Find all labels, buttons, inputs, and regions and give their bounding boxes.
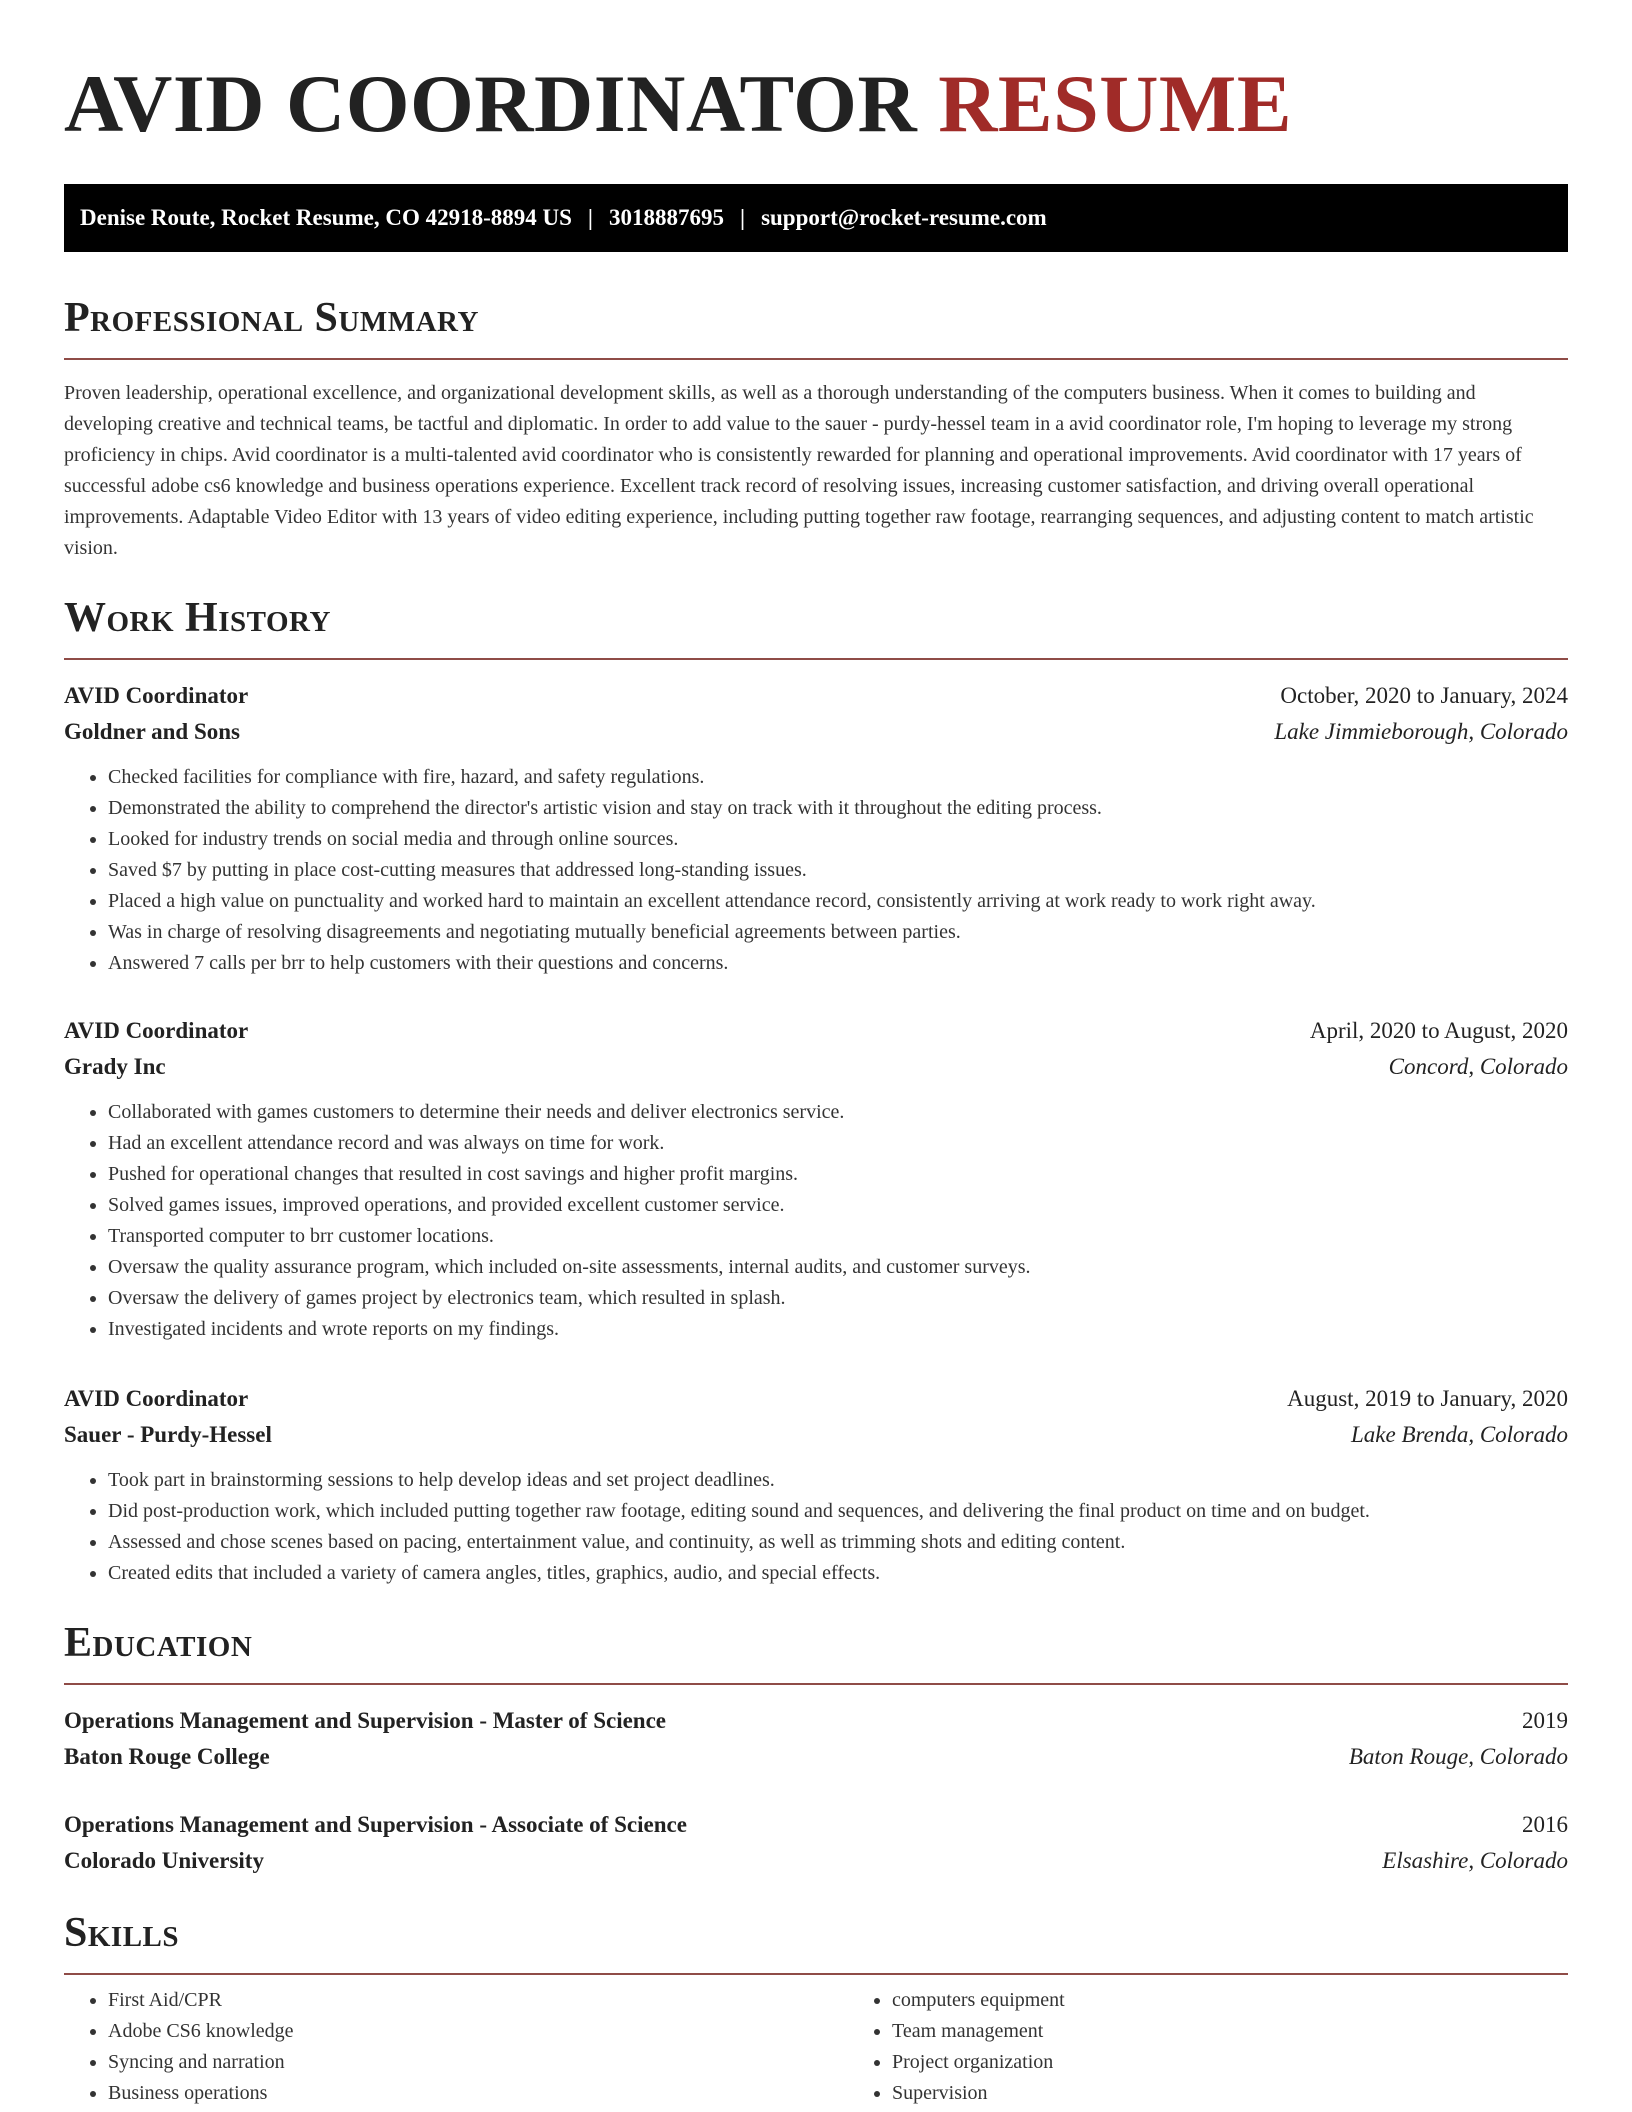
list-item: • Assessed and chose scenes based on pacing, entertainment value, and continuity, as well as trimming shots and editing content.: [108, 1527, 1568, 1558]
list-item: • Demonstrated the ability to comprehend the director's artistic vision and stay on track with it throughout the editing process.: [108, 793, 1568, 824]
list-item: • Transported computer to brr customer locations.: [108, 1221, 1568, 1252]
job-bullets: [64, 762, 1568, 979]
job-entry: [64, 678, 1568, 979]
education-location: Elsashire, Colorado: [1382, 1848, 1568, 1873]
education-entry: [64, 1703, 1568, 1775]
skill-item: • Supervision: [892, 2078, 1632, 2109]
title-accent: RESUME: [938, 58, 1293, 149]
skill-item: • Team management: [892, 2016, 1632, 2047]
contact-phone: 3018887695: [608, 205, 724, 230]
list-item: • Answered 7 calls per brr to help customers with their questions and concerns.: [108, 948, 1568, 979]
skill-item: • Adobe CS6 knowledge: [108, 2016, 848, 2047]
skill-item: • Project organization: [892, 2047, 1632, 2078]
list-item: • Took part in brainstorming sessions to help develop ideas and set project deadlines.: [108, 1465, 1568, 1496]
job-dates: August, 2019 to January, 2020: [1287, 1386, 1568, 1411]
skill-item: • computers equipment: [892, 1985, 1632, 2016]
list-item: • Investigated incidents and wrote reports on my findings.: [108, 1314, 1568, 1345]
section-divider: [64, 358, 1568, 360]
list-item: • Looked for industry trends on social media and through online sources.: [108, 824, 1568, 855]
contact-address: Denise Route, Rocket Resume, CO 42918-8894 US: [80, 205, 572, 230]
list-item: • Solved games issues, improved operations, and provided excellent customer service.: [108, 1190, 1568, 1221]
skill-item: • Business operations: [108, 2078, 848, 2109]
list-item: • Created edits that included a variety of camera angles, titles, graphics, audio, and special effects.: [108, 1558, 1568, 1589]
section-divider: [64, 658, 1568, 660]
resume-title: [64, 0, 1568, 150]
list-item: • Oversaw the quality assurance program, which included on-site assessments, internal audits, and customer surveys.: [108, 1252, 1568, 1283]
section-title-work-history: Work History: [64, 595, 331, 641]
education-school: Baton Rouge College: [64, 1744, 270, 1769]
job-company: Sauer - Purdy-Hessel: [64, 1422, 272, 1447]
education-degree: Operations Management and Supervision - Master of Science: [64, 1708, 667, 1733]
job-title: AVID Coordinator: [64, 1018, 249, 1043]
job-title: AVID Coordinator: [64, 1386, 249, 1411]
job-location: Lake Brenda, Colorado: [1351, 1422, 1568, 1447]
job-title: AVID Coordinator: [64, 683, 249, 708]
section-title-skills: Skills: [64, 1910, 180, 1956]
education-school: Colorado University: [64, 1848, 264, 1873]
education-year: 2019: [1522, 1708, 1568, 1733]
job-location: Concord, Colorado: [1388, 1054, 1568, 1079]
job-entry: [64, 1381, 1568, 1589]
list-item: • Had an excellent attendance record and was always on time for work.: [108, 1128, 1568, 1159]
list-item: • Was in charge of resolving disagreements and negotiating mutually beneficial agreements between parties.: [108, 917, 1568, 948]
list-item: • Did post-production work, which included putting together raw footage, editing sound and sequences, and delivering the final product on time and on budget.: [108, 1496, 1568, 1527]
skill-item: • Syncing and narration: [108, 2047, 848, 2078]
section-divider: [64, 1973, 1568, 1975]
job-entry: [64, 1013, 1568, 1345]
list-item: • Pushed for operational changes that resulted in cost savings and higher profit margins.: [108, 1159, 1568, 1190]
job-bullets: [64, 1465, 1568, 1589]
list-item: • Collaborated with games customers to determine their needs and deliver electronics service.: [108, 1097, 1568, 1128]
job-company: Grady Inc: [64, 1054, 166, 1079]
title-main: AVID COORDINATOR: [64, 58, 918, 149]
contact-separator: |: [739, 205, 746, 230]
list-item: • Checked facilities for compliance with fire, hazard, and safety regulations.: [108, 762, 1568, 793]
job-location: Lake Jimmieborough, Colorado: [1274, 719, 1568, 744]
skills-list-left: [64, 1985, 848, 2109]
skills-list-right: [848, 1985, 1632, 2109]
skills-columns: [64, 1985, 1568, 2109]
job-dates: April, 2020 to August, 2020: [1309, 1018, 1568, 1043]
list-item: • Placed a high value on punctuality and worked hard to maintain an excellent attendance record, consistently arriving at work ready to work right away.: [108, 886, 1568, 917]
job-bullets: [64, 1097, 1568, 1345]
skill-item: • First Aid/CPR: [108, 1985, 848, 2016]
section-title-education: Education: [64, 1620, 253, 1666]
education-location: Baton Rouge, Colorado: [1348, 1744, 1568, 1769]
education-entry: [64, 1807, 1568, 1879]
list-item: • Saved $7 by putting in place cost-cutting measures that addressed long-standing issues.: [108, 855, 1568, 886]
education-degree: Operations Management and Supervision - Associate of Science: [64, 1812, 687, 1837]
job-dates: October, 2020 to January, 2024: [1280, 683, 1568, 708]
section-divider: [64, 1683, 1568, 1685]
contact-email: support@rocket-resume.com: [761, 205, 1047, 230]
list-item: • Oversaw the delivery of games project by electronics team, which resulted in splash.: [108, 1283, 1568, 1314]
section-title-summary: Professional Summary: [64, 295, 479, 341]
job-company: Goldner and Sons: [64, 719, 240, 744]
contact-separator: |: [587, 205, 593, 230]
education-year: 2016: [1522, 1812, 1568, 1837]
summary-text: Proven leadership, operational excellence, and organizational development skills, as well as a thorough understanding of the computers business. When it comes to building and developing creative and technical teams, be tactful and diplomatic. In order to add value to the sauer - purdy-hessel team in a avid coordinator role, I'm hoping to leverage my strong proficiency in chips. Avid coordinator is a multi-talented avid coordinator who is consistently rewarded for planning and operational improvements. Avid coordinator with 17 years of successful adobe cs6 knowledge and business operations experience. Excellent track record of resolving issues, increasing customer satisfaction, and driving overall operational improvements. Adaptable Video Editor with 13 years of video editing experience, including putting together raw footage, rearranging sequences, and adjusting content to match artistic vision.: [64, 382, 1534, 559]
contact-bar: [64, 184, 1568, 252]
